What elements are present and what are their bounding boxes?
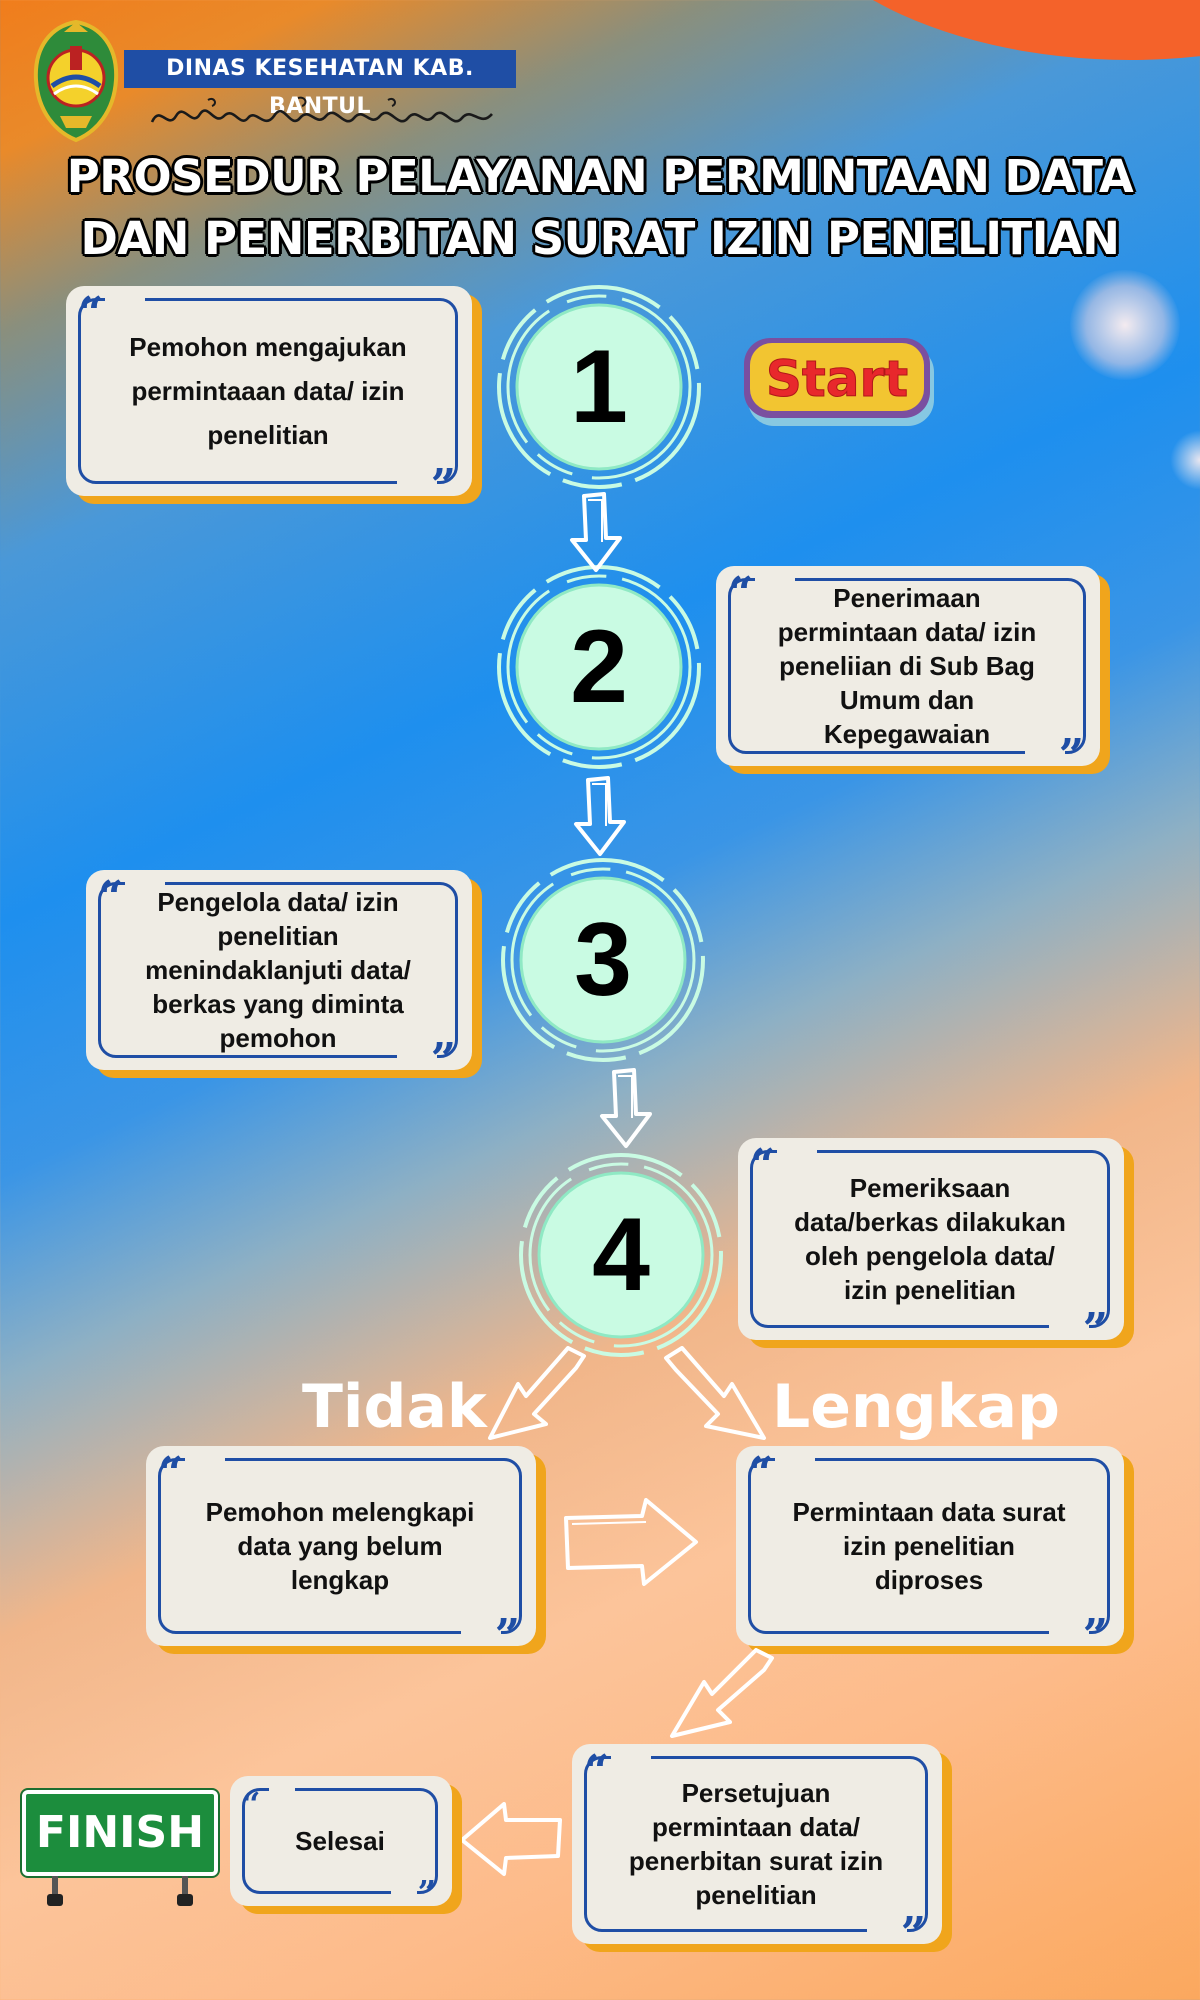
step-2-number: 2 bbox=[570, 609, 628, 725]
branch-label-tidak: Tidak bbox=[302, 1372, 487, 1442]
title-line-2: DAN PENERBITAN SURAT IZIN PENELITIAN bbox=[80, 212, 1120, 265]
start-badge bbox=[742, 336, 940, 428]
step-3-circle bbox=[498, 855, 708, 1065]
branch-label-lengkap: Lengkap bbox=[772, 1372, 1060, 1442]
quote-open-icon: “ bbox=[584, 1746, 610, 1797]
arrow-down-left-icon bbox=[666, 1648, 778, 1742]
step-3-number: 3 bbox=[574, 902, 632, 1018]
step-2-text: Penerimaan permintaan data/ izin peneliian di Sub Bag Umum dan Kepegawaian bbox=[777, 583, 1037, 749]
quote-open-icon: “ bbox=[750, 1140, 776, 1191]
quote-close-icon: ” bbox=[1082, 1304, 1108, 1355]
quote-open-icon: “ bbox=[748, 1448, 774, 1499]
start-label: Start bbox=[765, 350, 909, 408]
finish-sign bbox=[22, 1790, 218, 1908]
step-4-number: 4 bbox=[592, 1197, 650, 1313]
arrow-right-icon bbox=[562, 1496, 702, 1588]
quote-open-icon: “ bbox=[728, 568, 754, 619]
step-1-card bbox=[66, 286, 472, 511]
step-1-text: Pemohon mengajukan permintaaan data/ izin penelitian bbox=[129, 332, 407, 450]
approval-text: Persetujuan permintaan data/ penerbitan surat izin penelitian bbox=[628, 1778, 884, 1910]
step-1-circle bbox=[494, 282, 704, 492]
quote-open-icon: “ bbox=[98, 872, 124, 923]
incomplete-text: Pemohon melengkapi data yang belum lengkap bbox=[205, 1497, 475, 1595]
quote-open-icon: “ bbox=[242, 1785, 261, 1823]
step-2-circle bbox=[494, 562, 704, 772]
processed-card bbox=[736, 1446, 1124, 1661]
bantul-emblem-logo bbox=[30, 16, 122, 144]
javanese-script-decoration bbox=[148, 96, 498, 136]
quote-close-icon: ” bbox=[417, 1873, 436, 1911]
decorative-glow bbox=[1070, 270, 1180, 380]
decorative-glow bbox=[1170, 430, 1200, 490]
step-3-text: Pengelola data/ izin penelitian menindaklanjuti data/ berkas yang diminta pemohon bbox=[145, 887, 411, 1053]
finish-label: FINISH bbox=[35, 1807, 205, 1858]
arrow-left-icon bbox=[458, 1800, 564, 1878]
quote-close-icon: ” bbox=[494, 1610, 520, 1661]
step-4-card bbox=[738, 1138, 1124, 1355]
done-card bbox=[230, 1776, 452, 1911]
main-title bbox=[40, 146, 1160, 270]
arrow-down-icon bbox=[596, 1068, 656, 1150]
quote-close-icon: ” bbox=[430, 1034, 456, 1085]
arrow-down-right-icon bbox=[660, 1346, 770, 1446]
decorative-arc bbox=[770, 0, 1200, 60]
done-text: Selesai bbox=[295, 1826, 385, 1856]
quote-close-icon: ” bbox=[1058, 730, 1084, 781]
processed-text: Permintaan data surat izin penelitian diproses bbox=[792, 1497, 1066, 1595]
step-2-card bbox=[716, 566, 1100, 781]
step-3-card bbox=[86, 870, 472, 1085]
quote-close-icon: ” bbox=[430, 460, 456, 511]
step-4-text: Pemeriksaan data/berkas dilakukan oleh pengelola data/ izin penelitian bbox=[794, 1173, 1066, 1305]
incomplete-card bbox=[146, 1446, 536, 1661]
step-1-number: 1 bbox=[570, 329, 628, 445]
arrow-down-left-icon bbox=[484, 1346, 590, 1446]
quote-close-icon: ” bbox=[900, 1908, 926, 1959]
quote-close-icon: ” bbox=[1082, 1610, 1108, 1661]
organization-name: DINAS KESEHATAN KAB. BANTUL bbox=[124, 50, 516, 88]
title-line-1: PROSEDUR PELAYANAN PERMINTAAN DATA bbox=[66, 150, 1134, 203]
arrow-down-icon bbox=[566, 492, 626, 574]
quote-open-icon: “ bbox=[78, 288, 104, 339]
approval-card bbox=[572, 1744, 942, 1959]
quote-open-icon: “ bbox=[158, 1448, 184, 1499]
arrow-down-icon bbox=[570, 776, 630, 858]
step-4-circle bbox=[516, 1150, 726, 1360]
